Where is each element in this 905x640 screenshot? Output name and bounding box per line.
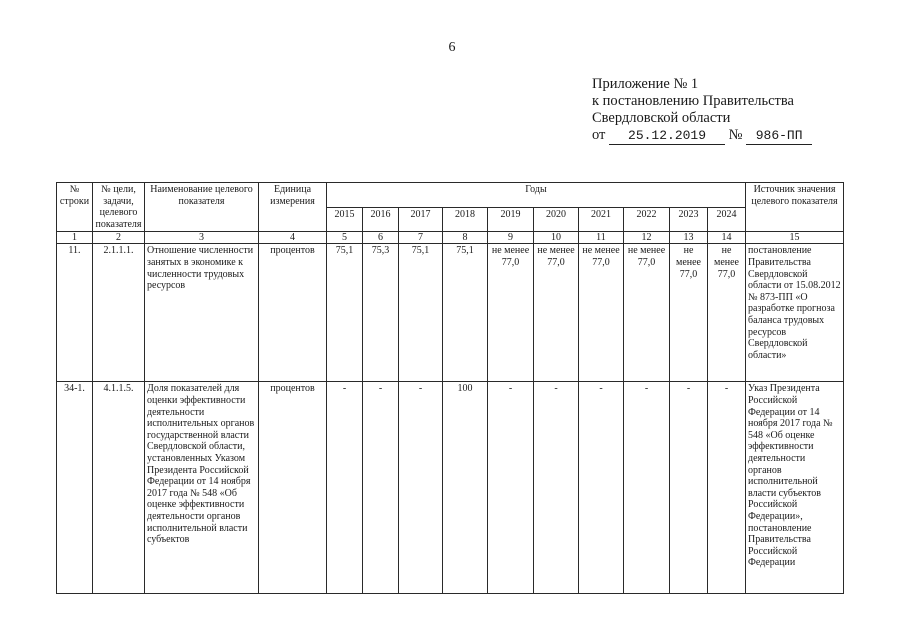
value-2015: -: [327, 382, 363, 594]
header-year: 2019: [488, 207, 534, 232]
header-goal-no: № цели, задачи, целевого показателя: [93, 183, 145, 232]
indicators-table: [56, 182, 844, 594]
header-year: 2018: [443, 207, 488, 232]
column-number: 8: [443, 232, 488, 244]
value-2016: 75,3: [363, 244, 399, 382]
column-number: 10: [534, 232, 579, 244]
column-number: 12: [624, 232, 670, 244]
row-number: 34-1.: [57, 382, 93, 594]
resolution-date: 25.12.2019: [609, 127, 725, 145]
resolution-number: 986-ПП: [746, 127, 812, 145]
indicator-name: Отношение численности занятых в экономике к численности трудовых ресурсов: [145, 244, 259, 382]
header-name: Наименование целевого показателя: [145, 183, 259, 232]
header-row-no: № строки: [57, 183, 93, 232]
value-2016: -: [363, 382, 399, 594]
column-number: 3: [145, 232, 259, 244]
date-prefix: от: [592, 127, 606, 143]
column-number: 9: [488, 232, 534, 244]
column-number: 7: [399, 232, 443, 244]
appendix-resolution: к постановлению Правительства: [592, 93, 794, 109]
column-number: 13: [670, 232, 708, 244]
header-year: 2024: [708, 207, 746, 232]
number-prefix: №: [728, 127, 743, 143]
value-2019: не менее 77,0: [488, 244, 534, 382]
header-year: 2023: [670, 207, 708, 232]
table-row: [57, 382, 844, 594]
header-source: Источник значения целевого показателя: [746, 183, 844, 232]
header-year: 2015: [327, 207, 363, 232]
value-2018: 100: [443, 382, 488, 594]
header-year: 2020: [534, 207, 579, 232]
value-2022: не менее 77,0: [624, 244, 670, 382]
header-year: 2017: [399, 207, 443, 232]
column-number: 11: [579, 232, 624, 244]
value-2019: -: [488, 382, 534, 594]
header-years: Годы: [327, 183, 746, 208]
column-number: 1: [57, 232, 93, 244]
value-2024: не менее 77,0: [708, 244, 746, 382]
header-unit: Единица измерения: [259, 183, 327, 232]
indicator-name: Доля показателей для оценки эффективности деятельности исполнительных органов государственной власти Свердловской области, установленных Указом Президента Российской Федерации от 14 ноября 2017 года № 548 «Об оценке эффективности деятельности органов исполнительной власти субъектов: [145, 382, 259, 594]
column-number: 2: [93, 232, 145, 244]
value-2017: -: [399, 382, 443, 594]
appendix-region: Свердловской области: [592, 110, 731, 126]
column-number: 15: [746, 232, 844, 244]
source: Указ Президента Российской Федерации от 14 ноября 2017 года № 548 «Об оценке эффективности деятельности органов исполнительной власти субъектов Российской Федерации», постановление Правительства Российской Федерации: [746, 382, 844, 594]
source: постановление Правительства Свердловской области от 15.08.2012 № 873-ПП «О разработке прогноза баланса трудовых ресурсов Свердловской области»: [746, 244, 844, 382]
appendix-header: [592, 76, 812, 145]
column-number: 14: [708, 232, 746, 244]
column-number-row: [57, 232, 844, 244]
appendix-date-line: [592, 127, 812, 145]
value-2023: не менее 77,0: [670, 244, 708, 382]
header-year: 2016: [363, 207, 399, 232]
unit: процентов: [259, 244, 327, 382]
value-2017: 75,1: [399, 244, 443, 382]
value-2024: -: [708, 382, 746, 594]
value-2015: 75,1: [327, 244, 363, 382]
column-number: 5: [327, 232, 363, 244]
goal-number: 2.1.1.1.: [93, 244, 145, 382]
value-2023: -: [670, 382, 708, 594]
row-number: 11.: [57, 244, 93, 382]
header-year: 2021: [579, 207, 624, 232]
value-2018: 75,1: [443, 244, 488, 382]
column-number: 6: [363, 232, 399, 244]
value-2021: не менее 77,0: [579, 244, 624, 382]
appendix-title: Приложение № 1: [592, 76, 699, 92]
column-number: 4: [259, 232, 327, 244]
header-year: 2022: [624, 207, 670, 232]
value-2020: не менее 77,0: [534, 244, 579, 382]
unit: процентов: [259, 382, 327, 594]
value-2022: -: [624, 382, 670, 594]
page-number: 6: [448, 40, 456, 55]
value-2020: -: [534, 382, 579, 594]
table-row: [57, 244, 844, 382]
value-2021: -: [579, 382, 624, 594]
goal-number: 4.1.1.5.: [93, 382, 145, 594]
